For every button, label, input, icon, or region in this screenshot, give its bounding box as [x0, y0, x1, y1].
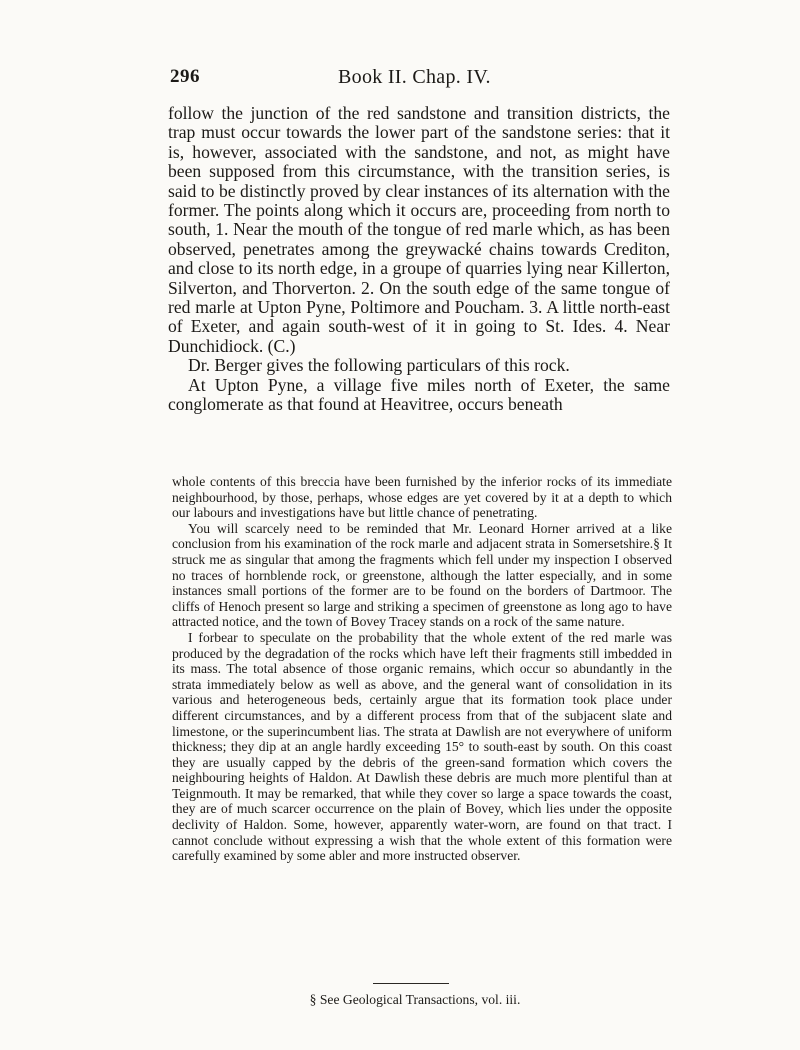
- note-paragraph: You will scarcely need to be reminded that Mr. Leonard Horner arrived at a like conclusion from his examination of the rock marle and adjacent strata in Somersetshire.§ It struck me as singular that among the fragments which fell under my inspection I observed no traces of hornblende rock, or greenstone, although the latter especially, and in some instances small portions of the former are to be found on the borders of Dartmoor. The cliffs of Henoch present so large and striking a specimen of greenstone as long ago to have attracted notice, and the town of Bovey Tracey stands on a rock of the same nature.: [172, 520, 672, 630]
- page-header: [170, 66, 670, 92]
- notes-block: [172, 474, 672, 864]
- main-paragraph: Dr. Berger gives the following particulars of this rock.: [188, 355, 570, 376]
- main-text-body: [168, 104, 670, 415]
- note-paragraph: I forbear to speculate on the probability that the whole extent of the red marle was produced by the degradation of the rocks which have left their fragments still imbedded in its mass. The total absence of those organic remains, which occur so abundantly in the strata immediately below as well as above, and the general want of consolidation in its various and heterogeneous beds, certainly argue that its formation took place under different circumstances, and by a different process from that of the subjacent slate and limestone, or the superincumbent lias. The strata at Dawlish are not everywhere of uniform thickness; they dip at an angle hardly exceeding 15° to south-east by south. On this coast they are usually capped by the debris of the green-sand formation which covers the neighbouring heights of Haldon. At Dawlish these debris are much more plentiful than at Teignmouth. It may be remarked, that while they cover so large a space towards the coast, they are of much scarcer occurrence on the plain of Bovey, which lies under the opposite declivity of Haldon. Some, however, apparently water-worn, are found on that tract. I cannot conclude without expressing a wish that the whole extent of this formation were carefully examined by some abler and more instructed observer.: [172, 629, 672, 864]
- footnote-divider: [373, 983, 449, 984]
- running-head: Book II. Chap. IV.: [338, 66, 491, 88]
- main-paragraph: follow the junction of the red sandstone and transition districts, the trap must occur towards the lower part of the sandstone series: that it is, however, associated with the sandstone, and not, as might have been supposed from this circumstance, with the transition series, is said to be distinctly proved by clear instances of its alternation with the former. The points along which it occurs are, proceeding from north to south, 1. Near the mouth of the tongue of red marle which, as has been observed, penetrates among the greywacké chains towards Crediton, and close to its north edge, in a groupe of quarries lying near Killerton, Silverton, and Thorverton. 2. On the south edge of the same tongue of red marle at Upton Pyne, Poltimore and Poucham. 3. A little north-east of Exeter, and again south-west of it in going to St. Ides. 4. Near Dunchidiock. (C.): [168, 103, 670, 356]
- footnote: § See Geological Transactions, vol. iii.: [309, 992, 521, 1007]
- page-number: 296: [170, 66, 200, 87]
- main-paragraph: At Upton Pyne, a village five miles north of Exeter, the same conglomerate as that found at Heavitree, occurs beneath: [168, 374, 670, 415]
- note-paragraph: whole contents of this breccia have been furnished by the inferior rocks of its immediate neighbourhood, by those, perhaps, whose edges are yet covered by it at a depth to which our labours and investigations have but little chance of penetrating.: [172, 474, 672, 521]
